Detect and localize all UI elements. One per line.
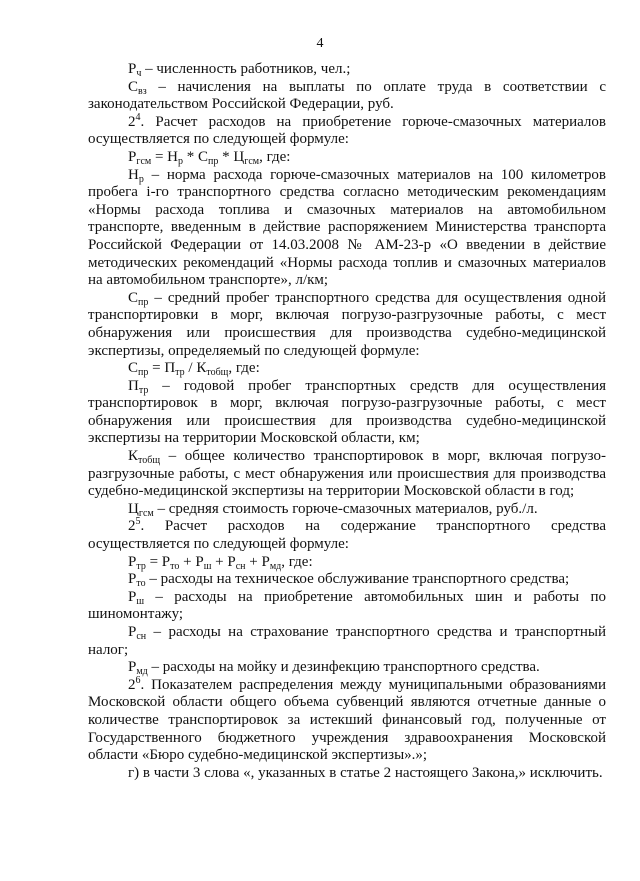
- section-text: . Показателем распределения между муниципальными образованиями Московской области общего объема субвенций являются отчетные данные о количестве транспортировок за истекший финансовый год, полученные от Государственного бюджетного учреждения здравоохранения Московской области «Бюро судебно-медицинской экспертизы».»;: [88, 676, 606, 764]
- definition-text: – расходы на приобретение автомобильных шин и работы по шиномонтажу;: [88, 588, 606, 623]
- definition-svz: [88, 79, 606, 114]
- symbol: П: [128, 377, 139, 394]
- definition-cgsm: [88, 501, 606, 519]
- document-body: [88, 61, 606, 782]
- symbol-subscript: сн: [136, 631, 147, 642]
- definition-text: – начисления на выплаты по оплате труда в соответствии с законодательством Российской Федерации, руб.: [88, 78, 606, 113]
- definition-rch: [88, 61, 606, 79]
- definition-text: – норма расхода горюче-смазочных материалов на 100 километров пробега i-го транспортного средства согласно методическим рекомендациям «Нормы расхода топлива и смазочных материалов на автомобильном транспорте, введенным в действие распоряжением Министерства транспорта Российской Федерации от 14.03.2008 № АМ-23-р «О введении в действие методических рекомендаций «Нормы расхода топлив и смазочных материалов на автомобильном транспорте», л/км;: [88, 166, 606, 289]
- definition-text: – численность работников, чел.;: [141, 61, 351, 77]
- symbol: С: [128, 78, 139, 95]
- symbol-subscript: р: [138, 173, 144, 185]
- definition-text: – годовой пробег транспортных средств для осуществления транспортировок в морг, включая погрузо-разгрузочные работы, с мест обнаружения или происшествия для производства судебно-медицинской экспертизы на территории Московской области, км;: [88, 377, 606, 447]
- symbol: Р: [128, 588, 137, 605]
- section-2-5: [88, 518, 606, 553]
- definition-text: – средний пробег транспортного средства для осуществления одной транспортировки в морг, включая погрузо-разгрузочные работы, с мест обнаружения или происшествия для производства судебно-медицинской экспертизы, определяемый по следующей формуле:: [88, 289, 606, 359]
- definition-rmd: [88, 659, 606, 677]
- formula-fuel-cost: $Р_{гсм} = Н_р * С_{пр} * Ц_{гсм}$, где:: [128, 148, 291, 167]
- formula-transport-cost: $Р_{тр} = Р_{то} + Р_ш + Р_{сн} + Р_{мд}$, где:: [128, 553, 313, 572]
- item-g: [88, 765, 606, 783]
- symbol: Н: [128, 166, 139, 183]
- section-2-4: [88, 111, 606, 149]
- item-text: г) в части 3 слова «, указанных в статье 2 настоящего Закона,» исключить.: [128, 764, 603, 781]
- symbol-subscript: ч: [136, 68, 142, 79]
- formula-mileage: $С_{пр} = П_{тр} / К_{тобщ}$, где:: [128, 360, 260, 379]
- symbol-subscript: ш: [136, 595, 145, 607]
- section-number: 2: [128, 518, 136, 535]
- symbol: Р: [128, 659, 137, 676]
- definition-text: – расходы на техническое обслуживание транспортного средства;: [145, 571, 570, 588]
- definition-text: – средняя стоимость горюче-смазочных материалов, руб./л.: [153, 500, 538, 517]
- definition-hr: [88, 167, 606, 290]
- definition-ktobsh: [88, 448, 606, 501]
- symbol: Р: [128, 624, 137, 640]
- definition-text: – расходы на страхование транспортного средства и транспортный налог;: [88, 624, 606, 658]
- definition-rto: [88, 571, 606, 589]
- definition-cpr: [88, 290, 606, 360]
- symbol: Р: [128, 61, 137, 77]
- section-text: . Расчет расходов на содержание транспортного средства осуществляется по следующей формуле:: [88, 518, 606, 553]
- definition-rsh: [88, 589, 606, 624]
- definition-text: – общее количество транспортировок в морг, включая погрузо-разгрузочные работы, с мест обнаружения или происшествия для производства судебно-медицинской экспертизы на территории Московской области в год;: [88, 448, 606, 500]
- symbol-subscript: гсм: [138, 507, 154, 519]
- section-number: 2: [128, 676, 136, 693]
- symbol: С: [128, 289, 139, 306]
- symbol: К: [128, 448, 139, 465]
- section-superscript: 5: [135, 516, 141, 528]
- section-number: 2: [128, 113, 136, 130]
- symbol: Р: [128, 571, 137, 588]
- symbol-subscript: вз: [138, 85, 147, 97]
- definition-text: – расходы на мойку и дезинфекцию транспортного средства.: [147, 659, 540, 676]
- symbol-subscript: тобщ: [138, 455, 161, 467]
- page-number: 4: [316, 36, 324, 51]
- section-text: . Расчет расходов на приобретение горюче-смазочных материалов осуществляется по следующей формуле:: [88, 113, 606, 148]
- definition-rsn: [88, 624, 606, 659]
- symbol: Ц: [128, 500, 139, 517]
- symbol-subscript: мд: [136, 666, 148, 678]
- section-superscript: 6: [135, 674, 141, 686]
- symbol-subscript: тр: [138, 384, 149, 396]
- symbol-subscript: пр: [138, 296, 149, 308]
- section-superscript: 4: [135, 111, 141, 123]
- section-2-6: [88, 674, 606, 765]
- symbol-subscript: то: [136, 578, 146, 590]
- definition-ptr: [88, 378, 606, 448]
